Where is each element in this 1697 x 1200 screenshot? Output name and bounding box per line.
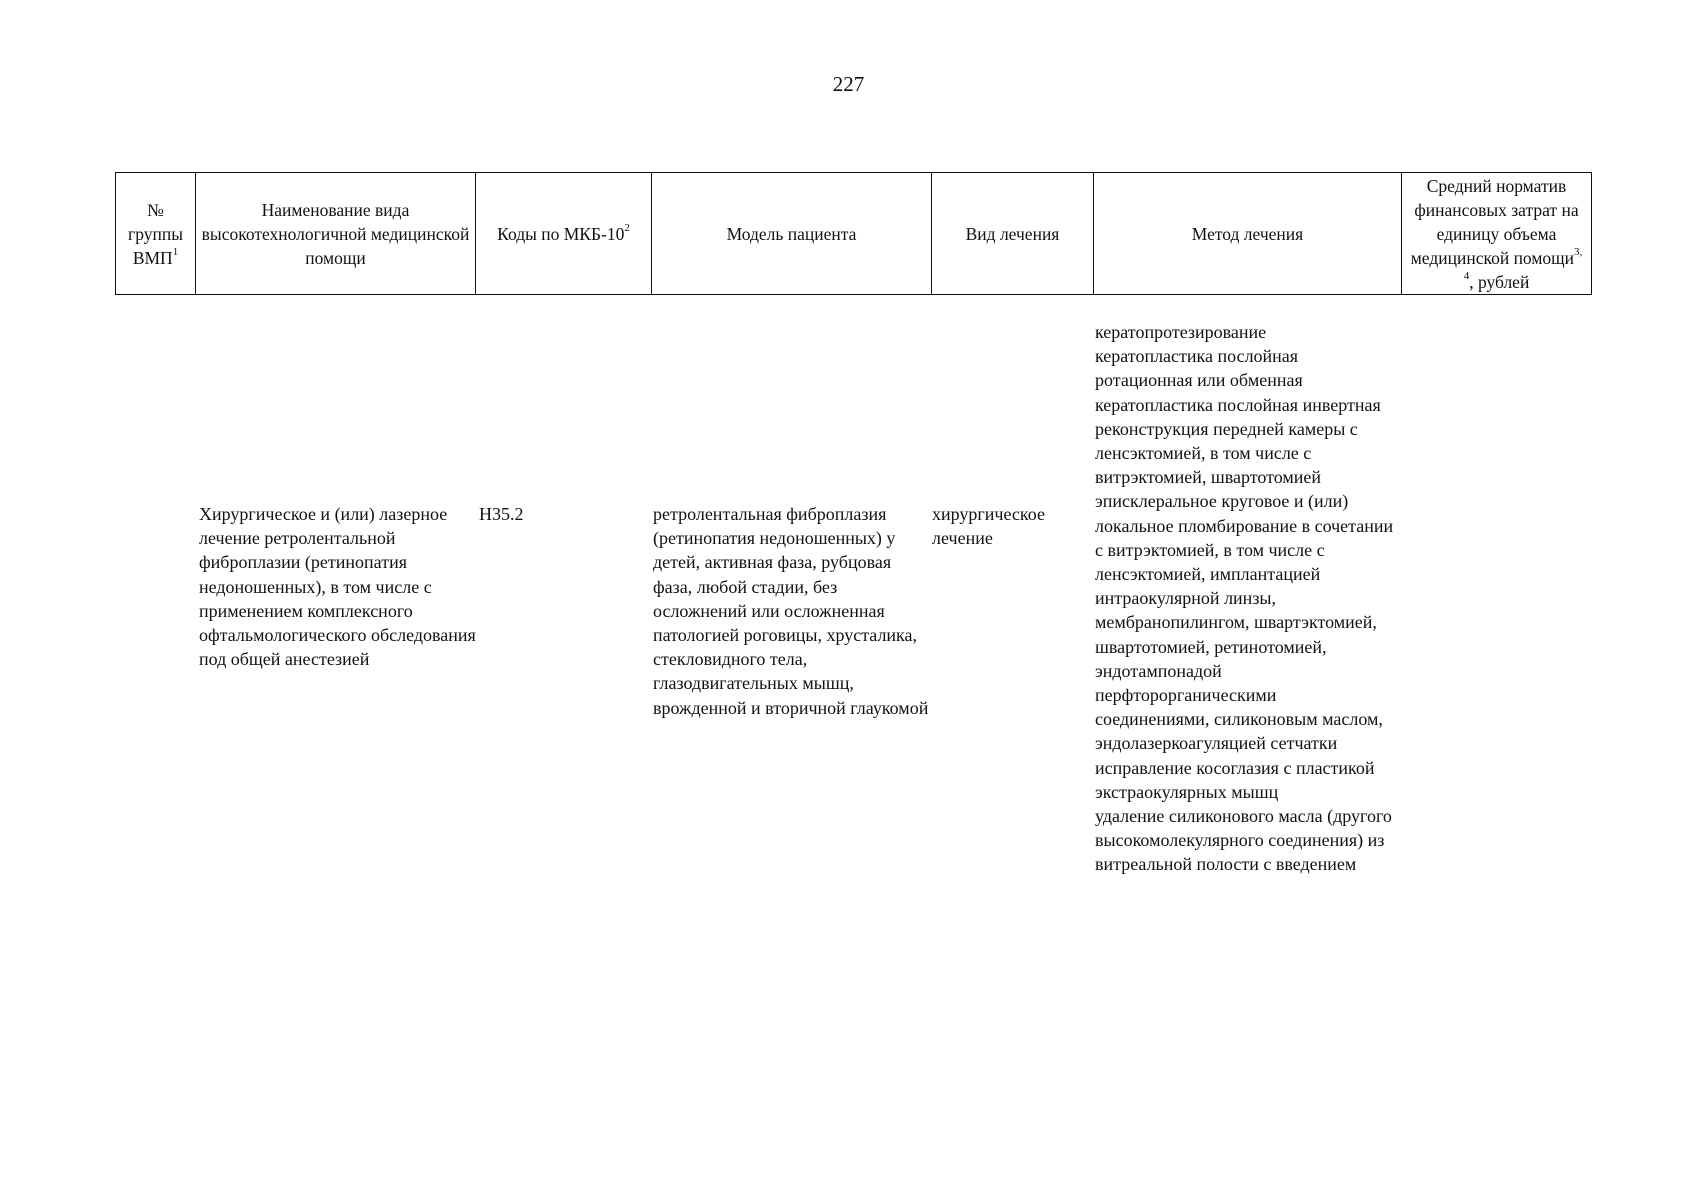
header-average-cost-unit: , рублей <box>1469 271 1530 292</box>
header-patient-model <box>652 173 932 295</box>
row-treatment-type: хирургическое лечение <box>932 504 1045 549</box>
page-number: 227 <box>832 72 865 96</box>
row-care-type-name: Хирургическое и (или) лазерное лечение ретролентальной фиброплазии (ретинопатия недоношенных), в том числе с применением комплексного офтальмологического обследования под общей анестезией <box>199 504 476 670</box>
header-care-type-text: Наименование вида высокотехнологичной медицинской помощи <box>201 199 470 268</box>
treatment-method-column <box>1095 320 1395 877</box>
header-treatment-type-text: Вид лечения <box>965 223 1060 244</box>
method-item: исправление косоглазия с пластикой экстраокулярных мышц <box>1095 757 1375 802</box>
header-treatment-type <box>932 173 1094 295</box>
method-item: кератопластика послойная ротационная или обменная <box>1095 346 1303 391</box>
footnote-ref-2: 2 <box>624 221 630 234</box>
header-treatment-method-text: Метод лечения <box>1191 223 1304 244</box>
footnote-ref-1: 1 <box>172 245 179 258</box>
header-icd-codes-text: Коды по МКБ-10 <box>497 223 625 244</box>
header-care-type <box>196 173 476 295</box>
footnote-ref-3-4: 3, 4 <box>1463 245 1583 282</box>
header-icd-codes <box>476 173 652 295</box>
header-patient-model-text: Модель пациента <box>726 223 857 244</box>
row-icd-code: H35.2 <box>479 504 524 524</box>
header-group-number <box>116 173 196 295</box>
header-average-cost-text: Средний норматив финансовых затрат на единицу объема медицинской помощи <box>1410 175 1579 268</box>
row-patient-model: ретролентальная фиброплазия (ретинопатия недоношенных) у детей, активная фаза, рубцовая фаза, любой стадии, без осложнений или осложненная патологией роговицы, хрусталика, стекловидного тела, глазодвигательных мышц, врожденной и вторичной глаукомой <box>653 504 929 718</box>
method-item: удаление силиконового масла (другого высокомолекулярного соединения) из витреальной полости с введением <box>1095 806 1392 875</box>
method-item: кератопротезирование <box>1095 322 1267 342</box>
method-item: реконструкция передней камеры с ленсэктомией, в том числе с витрэктомией, швартотомией <box>1095 418 1358 488</box>
header-average-cost <box>1402 173 1592 295</box>
header-group-number-text: № группы ВМП <box>128 199 183 268</box>
method-item: кератопластика послойная инвертная <box>1095 394 1381 415</box>
header-treatment-method <box>1094 173 1402 295</box>
method-item: эписклеральное круговое и (или) локальное пломбирование в сочетании с витрэктомией, в том числе с ленсэктомией, имплантацией интраокулярной линзы, мембранопилингом, швартэктомией, швартотомией, ретинотомией, эндотампонадой перфторорганическими соединениями, силиконовым маслом, эндолазеркоагуляцией сетчатки <box>1095 491 1394 754</box>
table-header <box>115 172 1592 295</box>
